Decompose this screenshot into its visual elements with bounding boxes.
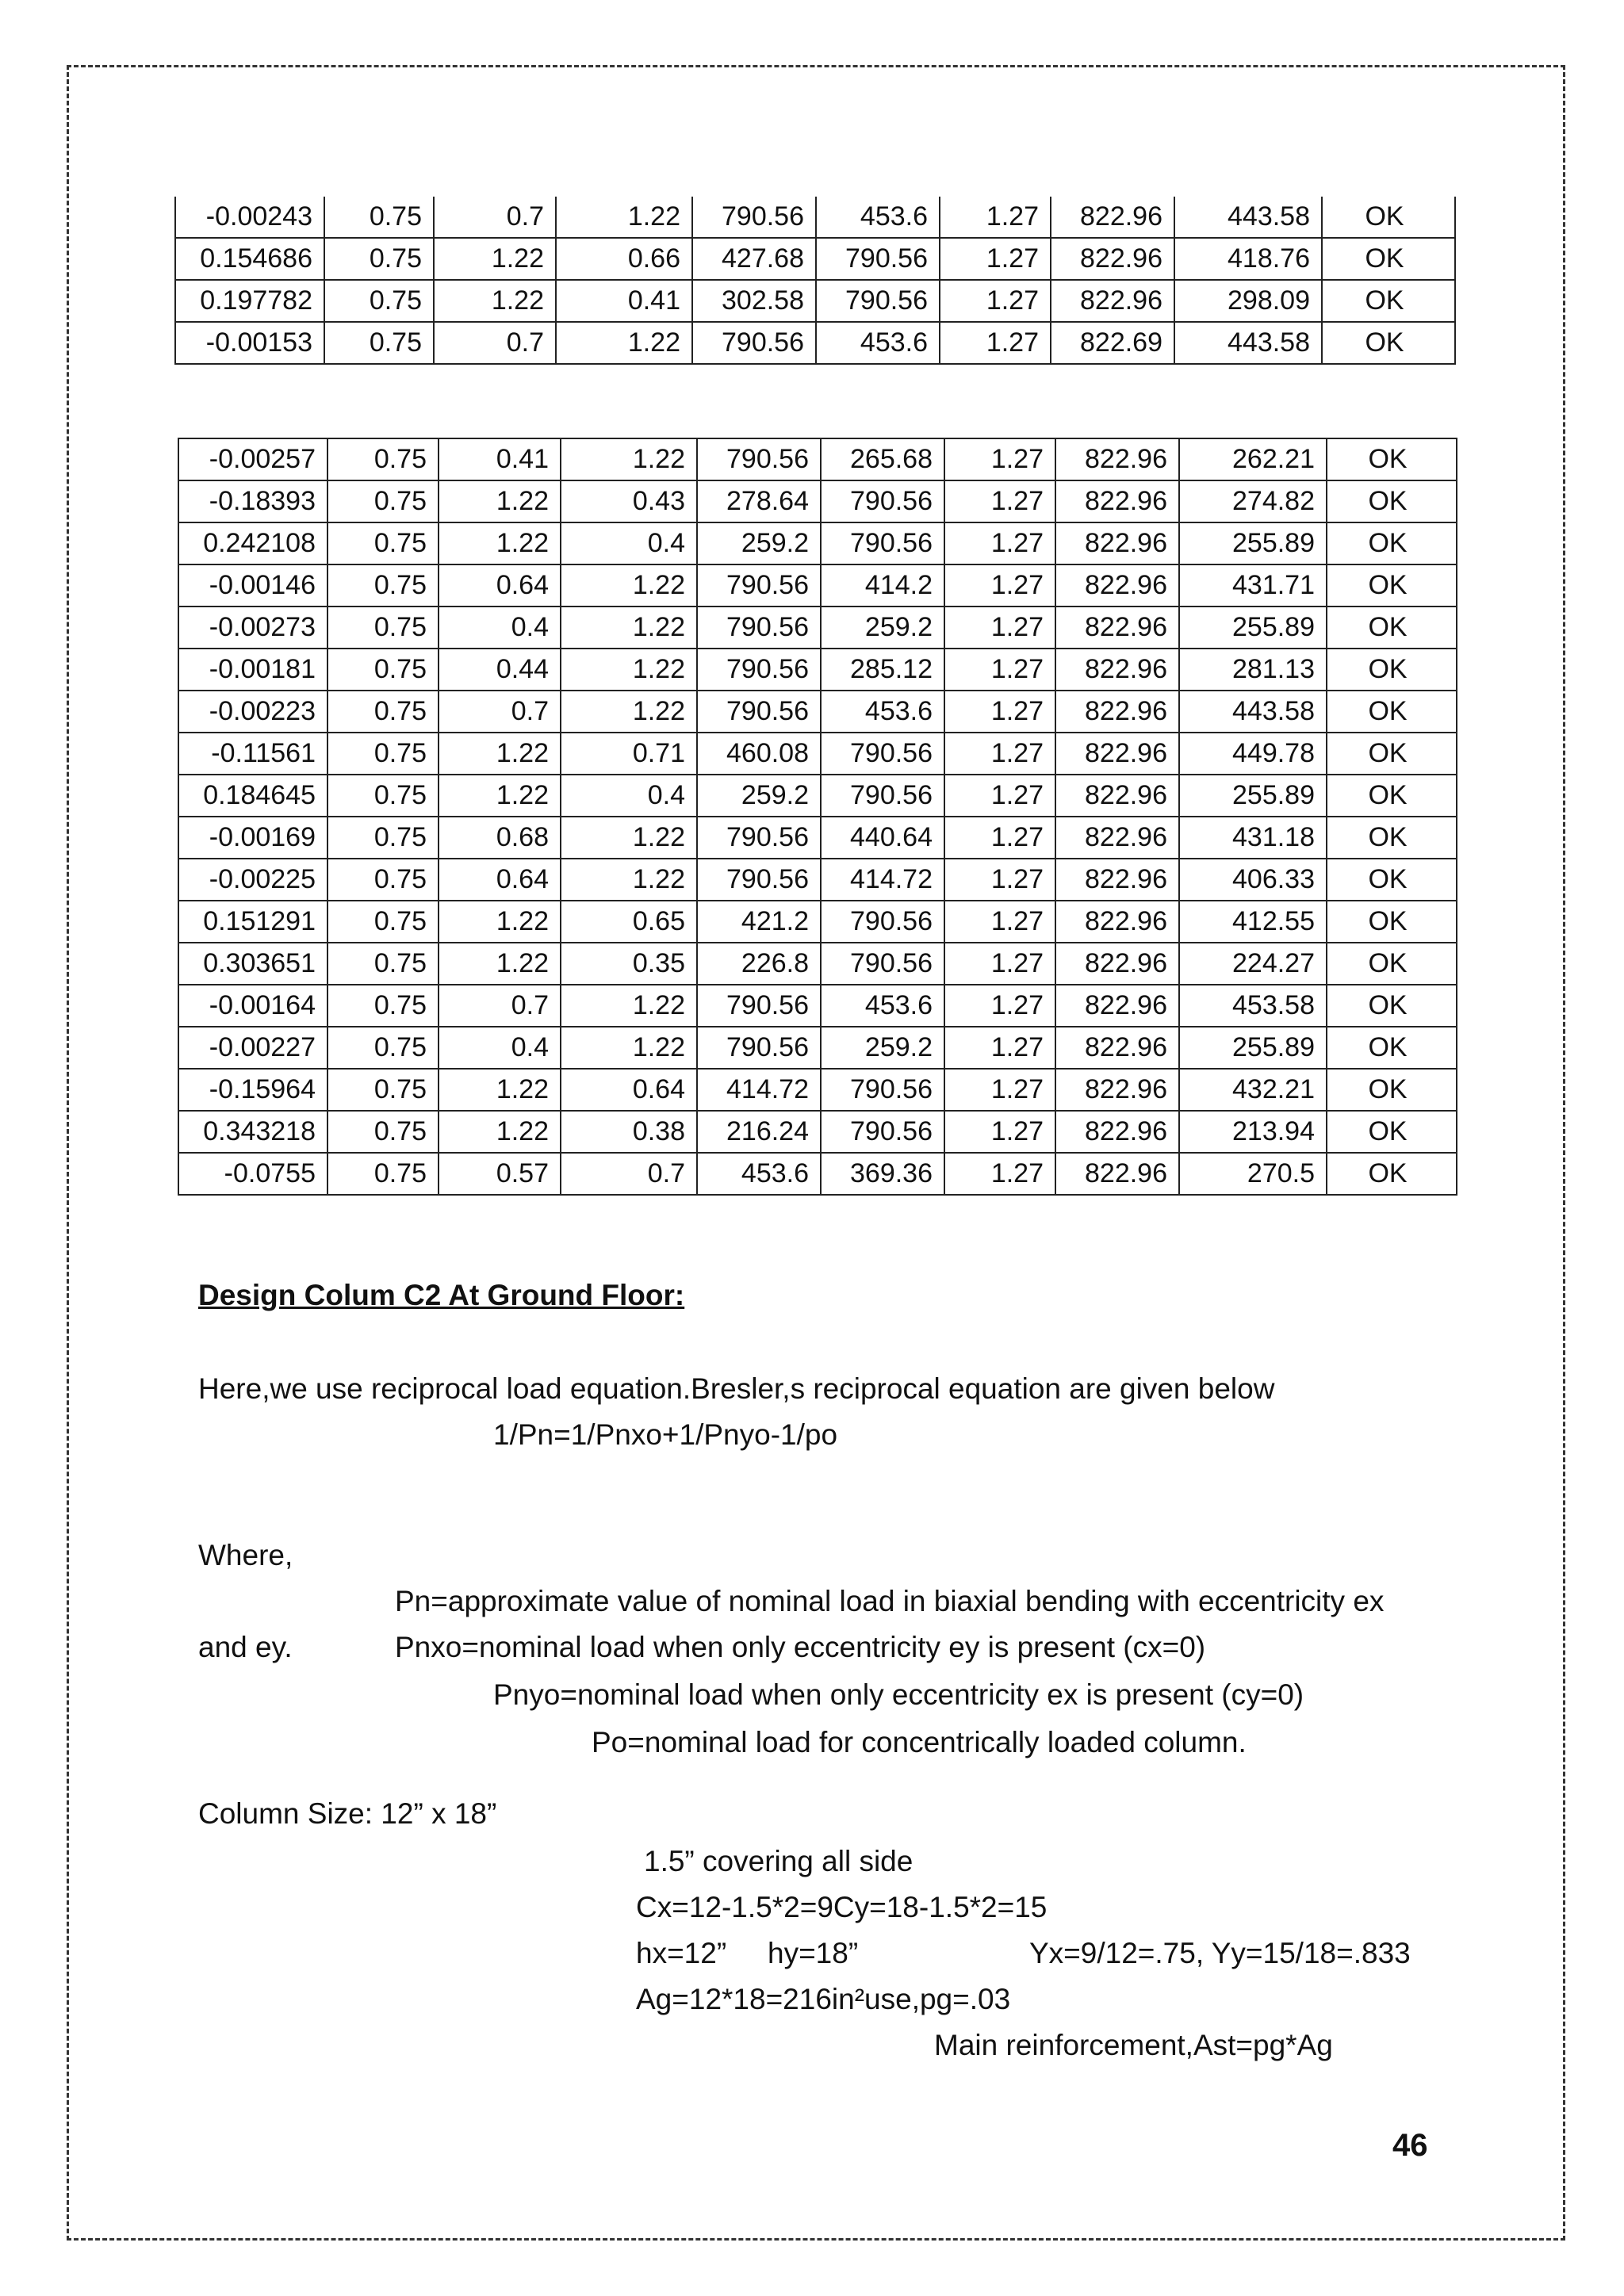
table-cell: 453.6 [821,691,944,733]
table-cell: 414.2 [821,564,944,607]
table-cell: 790.56 [816,238,940,280]
table-cell: 0.343218 [178,1111,327,1153]
table-cell: 790.56 [697,985,821,1027]
table-cell: 432.21 [1179,1069,1327,1111]
table-cell: 1.27 [944,649,1055,691]
table-cell: OK [1327,438,1457,480]
table-cell: 255.89 [1179,522,1327,564]
table-cell: OK [1327,859,1457,901]
table-cell: 1.27 [944,607,1055,649]
table-cell: 1.27 [944,817,1055,859]
table-cell: OK [1327,691,1457,733]
table-cell: 790.56 [697,691,821,733]
table-cell: 1.22 [439,522,561,564]
table-cell: 790.56 [697,817,821,859]
table-cell: 0.184645 [178,775,327,817]
table-cell: 0.41 [556,280,692,322]
table-cell: 270.5 [1179,1153,1327,1195]
table-cell: 790.56 [697,564,821,607]
table-cell: 1.22 [434,238,556,280]
results-table-1 [174,197,1456,365]
table-cell: 1.27 [944,1111,1055,1153]
table-cell: 460.08 [697,733,821,775]
table-cell: 1.22 [439,775,561,817]
table-cell: 822.96 [1055,1069,1179,1111]
table-cell: -0.00243 [175,197,324,238]
table-cell: 1.22 [561,985,697,1027]
table-cell: 0.7 [434,322,556,364]
table-cell: 1.22 [556,197,692,238]
table-cell: OK [1327,564,1457,607]
table-row [175,322,1455,364]
table-cell: OK [1327,1111,1457,1153]
table-cell: 1.27 [944,1153,1055,1195]
table-cell: 0.75 [324,238,434,280]
table-cell: 453.6 [816,322,940,364]
table-row [178,1111,1457,1153]
table-cell: OK [1327,901,1457,943]
table-cell: -0.00223 [178,691,327,733]
cover-note: 1.5” covering all side [644,1845,914,1877]
intro-paragraph: Here,we use reciprocal load equation.Bresler,s reciprocal equation are given below [198,1372,1275,1405]
table-cell: OK [1327,943,1457,985]
table-row [178,733,1457,775]
table-cell: 822.96 [1055,901,1179,943]
table-cell: -0.18393 [178,480,327,522]
table-cell: 0.75 [327,1111,439,1153]
table-cell: 0.197782 [175,280,324,322]
table-cell: 822.96 [1051,238,1174,280]
table-cell: OK [1327,607,1457,649]
table-cell: 790.56 [697,438,821,480]
table-cell: OK [1327,775,1457,817]
table-cell: 822.96 [1055,607,1179,649]
table-cell: OK [1327,1153,1457,1195]
table-row [178,1153,1457,1195]
table-row [175,197,1455,238]
table-cell: -0.00273 [178,607,327,649]
table-cell: 1.27 [944,985,1055,1027]
table-cell: 1.22 [561,607,697,649]
table-cell: 0.7 [439,985,561,1027]
table-cell: 0.75 [324,197,434,238]
table-cell: 259.2 [697,775,821,817]
table-cell: 0.75 [324,280,434,322]
table-cell: 421.2 [697,901,821,943]
bresler-equation: 1/Pn=1/Pnxo+1/Pnyo-1/po [493,1418,838,1451]
table-cell: 1.27 [944,564,1055,607]
table-cell: -0.15964 [178,1069,327,1111]
table-cell: 1.27 [940,238,1051,280]
table-cell: 0.75 [327,522,439,564]
table-cell: 790.56 [692,322,816,364]
table-cell: 1.22 [439,943,561,985]
table-cell: 259.2 [821,607,944,649]
table-cell: 0.43 [561,480,697,522]
table-row [175,280,1455,322]
table-cell: 1.27 [940,197,1051,238]
table-cell: 0.75 [327,480,439,522]
table-row [178,943,1457,985]
table-cell: 822.96 [1055,775,1179,817]
table-cell: 0.64 [439,859,561,901]
table-cell: 790.56 [821,1069,944,1111]
table-cell: 1.22 [434,280,556,322]
table-cell: 414.72 [821,859,944,901]
table-cell: 0.75 [327,607,439,649]
table-cell: 226.8 [697,943,821,985]
table-cell: 0.38 [561,1111,697,1153]
table-cell: 790.56 [821,943,944,985]
table-cell: 431.18 [1179,817,1327,859]
table-cell: 1.27 [944,522,1055,564]
table-cell: OK [1327,1027,1457,1069]
table-row [178,859,1457,901]
table-cell: 0.7 [561,1153,697,1195]
table-cell: 0.154686 [175,238,324,280]
table-row [178,691,1457,733]
table-cell: 0.35 [561,943,697,985]
table-cell: 822.96 [1055,985,1179,1027]
table-cell: 1.22 [561,817,697,859]
table-cell: 427.68 [692,238,816,280]
table-cell: 418.76 [1174,238,1322,280]
table-cell: 1.22 [439,901,561,943]
table-cell: OK [1327,817,1457,859]
table-cell: 1.27 [944,775,1055,817]
table-cell: 1.22 [561,1027,697,1069]
table-cell: 822.96 [1055,691,1179,733]
table-cell: 0.64 [561,1069,697,1111]
table-cell: 1.27 [944,1069,1055,1111]
table-cell: 0.75 [327,985,439,1027]
table-cell: 453.6 [697,1153,821,1195]
table-cell: 1.22 [561,564,697,607]
table-cell: 0.75 [327,438,439,480]
table-cell: OK [1327,649,1457,691]
table-cell: OK [1327,522,1457,564]
table-cell: 822.96 [1055,438,1179,480]
table-cell: 412.55 [1179,901,1327,943]
hx-value: hx=12” [636,1937,727,1969]
table-cell: 0.75 [327,733,439,775]
table-cell: 265.68 [821,438,944,480]
table-cell: 822.96 [1055,859,1179,901]
cx-cy-calc: Cx=12-1.5*2=9Cy=18-1.5*2=15 [636,1891,1048,1923]
table-cell: OK [1322,280,1455,322]
table-cell: 1.22 [439,1069,561,1111]
table-cell: 1.22 [439,480,561,522]
table-cell: OK [1327,733,1457,775]
table-cell: 0.75 [327,1153,439,1195]
table-cell: 302.58 [692,280,816,322]
table-cell: 0.41 [439,438,561,480]
table-cell: 285.12 [821,649,944,691]
table-cell: 0.68 [439,817,561,859]
where-label: Where, [198,1539,293,1571]
table-cell: -0.00181 [178,649,327,691]
table-cell: 0.64 [439,564,561,607]
table-cell: 443.58 [1179,691,1327,733]
table-cell: 406.33 [1179,859,1327,901]
table-cell: 1.27 [944,901,1055,943]
table-cell: 298.09 [1174,280,1322,322]
table-cell: 1.27 [944,691,1055,733]
table-cell: 790.56 [697,1027,821,1069]
table-cell: 216.24 [697,1111,821,1153]
table-cell: 443.58 [1174,322,1322,364]
table-cell: 1.22 [439,733,561,775]
table-cell: 790.56 [697,859,821,901]
table-cell: 0.4 [439,1027,561,1069]
table-cell: 790.56 [816,280,940,322]
table-cell: 822.96 [1055,1153,1179,1195]
table-cell: 278.64 [697,480,821,522]
table-cell: 822.96 [1055,1111,1179,1153]
table-cell: -0.11561 [178,733,327,775]
table-cell: 790.56 [821,522,944,564]
table-cell: 822.96 [1055,1027,1179,1069]
section-heading: Design Colum C2 At Ground Floor: [198,1279,685,1311]
table-cell: 453.6 [821,985,944,1027]
table-cell: 822.69 [1051,322,1174,364]
table-row [178,564,1457,607]
table-row [178,817,1457,859]
table-cell: 822.96 [1051,280,1174,322]
table-cell: 0.4 [561,775,697,817]
table-cell: 1.22 [439,1111,561,1153]
table-cell: 822.96 [1051,197,1174,238]
table-cell: 259.2 [821,1027,944,1069]
table-cell: 0.65 [561,901,697,943]
table-cell: 822.96 [1055,522,1179,564]
table-cell: 0.44 [439,649,561,691]
table-cell: 822.96 [1055,564,1179,607]
table-cell: 0.75 [327,564,439,607]
table-cell: 822.96 [1055,817,1179,859]
table-cell: 1.22 [561,649,697,691]
table-row [178,1069,1457,1111]
table-cell: -0.00225 [178,859,327,901]
table-cell: -0.00146 [178,564,327,607]
table-cell: 443.58 [1174,197,1322,238]
definition-pn-continued: and ey. [198,1631,293,1663]
table-cell: 1.27 [944,943,1055,985]
results-table-2 [178,438,1457,1196]
table-cell: OK [1327,985,1457,1027]
table-cell: 0.66 [556,238,692,280]
table-cell: 453.6 [816,197,940,238]
table-cell: 1.27 [944,438,1055,480]
table-cell: 1.22 [561,691,697,733]
table-cell: 414.72 [697,1069,821,1111]
gamma-values: Yx=9/12=.75, Yy=15/18=.833 [1029,1937,1411,1969]
table-cell: 0.151291 [178,901,327,943]
table-cell: 281.13 [1179,649,1327,691]
table-cell: 0.75 [324,322,434,364]
table-cell: 0.71 [561,733,697,775]
table-row [178,985,1457,1027]
table-cell: OK [1322,238,1455,280]
definition-pn: Pn=approximate value of nominal load in biaxial bending with eccentricity ex [395,1585,1385,1617]
table-cell: -0.00164 [178,985,327,1027]
definition-pnyo: Pnyo=nominal load when only eccentricity ex is present (cy=0) [493,1678,1304,1711]
table-row [178,1027,1457,1069]
table-cell: 822.96 [1055,649,1179,691]
table-cell: 0.303651 [178,943,327,985]
table-cell: OK [1322,197,1455,238]
table-row [178,775,1457,817]
table-row [178,480,1457,522]
main-reinforcement: Main reinforcement,Ast=pg*Ag [934,2029,1333,2061]
table-cell: -0.00153 [175,322,324,364]
table-cell: 0.75 [327,901,439,943]
table-cell: 255.89 [1179,775,1327,817]
table-cell: 822.96 [1055,480,1179,522]
table-cell: 0.242108 [178,522,327,564]
table-cell: 255.89 [1179,1027,1327,1069]
table-cell: 0.7 [439,691,561,733]
table-cell: 274.82 [1179,480,1327,522]
table-cell: 0.75 [327,1069,439,1111]
column-size: Column Size: 12” x 18” [198,1797,497,1830]
table-cell: 1.22 [561,859,697,901]
table-cell: 1.27 [940,322,1051,364]
table-cell: 1.27 [944,1027,1055,1069]
table-cell: 259.2 [697,522,821,564]
table-cell: 0.75 [327,775,439,817]
table-cell: OK [1327,480,1457,522]
table-cell: 0.7 [434,197,556,238]
table-cell: 0.75 [327,817,439,859]
table-cell: 0.4 [439,607,561,649]
table-cell: 0.75 [327,1027,439,1069]
table-cell: 790.56 [821,733,944,775]
table-cell: 213.94 [1179,1111,1327,1153]
table-cell: 1.27 [944,480,1055,522]
table-cell: 1.22 [556,322,692,364]
table-cell: 822.96 [1055,943,1179,985]
definition-po: Po=nominal load for concentrically loaded column. [592,1726,1247,1758]
table-cell: 1.27 [944,733,1055,775]
table-row [178,438,1457,480]
table-cell: 1.22 [561,438,697,480]
table-cell: 255.89 [1179,607,1327,649]
table-cell: -0.0755 [178,1153,327,1195]
table-cell: -0.00169 [178,817,327,859]
hy-value: hy=18” [768,1937,859,1969]
table-row [178,901,1457,943]
page-number: 46 [1392,2128,1428,2163]
table-cell: 790.56 [697,607,821,649]
table-cell: 1.27 [944,859,1055,901]
table-cell: 224.27 [1179,943,1327,985]
table-cell: 431.71 [1179,564,1327,607]
gross-area-calc: Ag=12*18=216in²use,pg=.03 [636,1983,1011,2015]
table-cell: 822.96 [1055,733,1179,775]
table-cell: 1.27 [940,280,1051,322]
table-cell: 0.75 [327,859,439,901]
table-cell: 369.36 [821,1153,944,1195]
table-cell: 790.56 [697,649,821,691]
table-cell: 790.56 [821,775,944,817]
table-cell: 449.78 [1179,733,1327,775]
table-cell: 262.21 [1179,438,1327,480]
table-cell: 453.58 [1179,985,1327,1027]
table-cell: 0.75 [327,649,439,691]
table-cell: 0.75 [327,691,439,733]
table-cell: 790.56 [821,901,944,943]
table-row [178,649,1457,691]
table-cell: OK [1322,322,1455,364]
table-cell: -0.00227 [178,1027,327,1069]
table-row [178,607,1457,649]
table-cell: 790.56 [821,480,944,522]
table-cell: 0.57 [439,1153,561,1195]
table-cell: 440.64 [821,817,944,859]
table-cell: 790.56 [692,197,816,238]
table-cell: 0.75 [327,943,439,985]
table-row [178,522,1457,564]
table-cell: 0.4 [561,522,697,564]
definition-pnxo: Pnxo=nominal load when only eccentricity ey is present (cx=0) [395,1631,1206,1663]
table-cell: -0.00257 [178,438,327,480]
table-row [175,238,1455,280]
table-cell: OK [1327,1069,1457,1111]
table-cell: 790.56 [821,1111,944,1153]
